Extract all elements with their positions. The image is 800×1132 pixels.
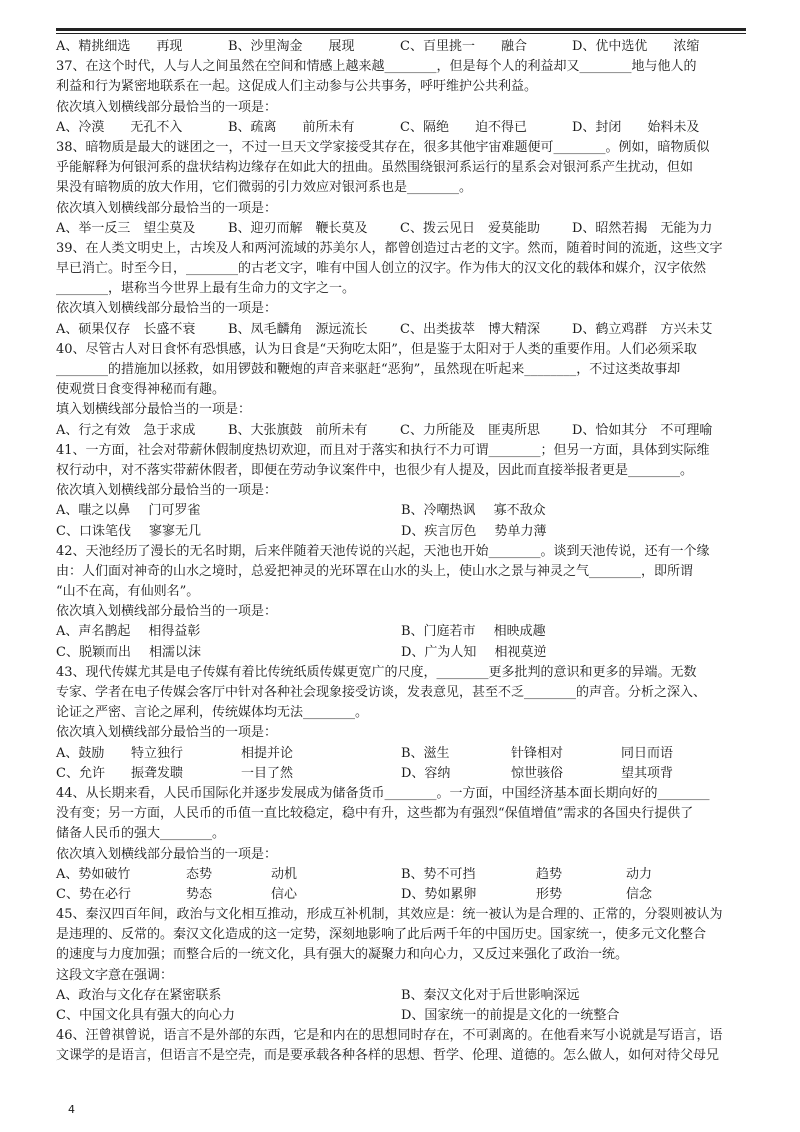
question-43 bbox=[56, 663, 746, 784]
option-c: C、拨云见日 爱莫能助 bbox=[400, 220, 540, 236]
options-row bbox=[56, 865, 746, 885]
question-text: 使观赏日食变得神秘而有趣。 bbox=[56, 382, 226, 398]
option-a: A、冷漠 无孔不入 bbox=[56, 119, 183, 135]
question-40 bbox=[56, 340, 746, 441]
question-prompt: 这段文字意在强调： bbox=[56, 967, 174, 983]
question-text: 45、秦汉四百年间，政治与文化相互推动，形成互补机制，其效应是：统一被认为是合理的、正常的，分裂则被认为 bbox=[56, 907, 723, 923]
question-text: 没有变；另一方面，人民币的币值一直比较稳定，稳中有升，这些都为有强烈“保值增值”需求的各国央行提供了 bbox=[56, 806, 694, 822]
options-row bbox=[56, 320, 746, 340]
option-word: 态势 bbox=[186, 866, 213, 882]
option-word-2: 相得益彰 bbox=[148, 624, 201, 640]
option-d: D、恰如其分 不可理喻 bbox=[572, 422, 713, 438]
option-word-2: 寡不敌众 bbox=[493, 503, 546, 519]
option-b: B、迎刃而解 鞭长莫及 bbox=[228, 220, 368, 236]
question-text: 乎能解释为何银河系的盘状结构边缘存在如此大的扭曲。虽然围绕银河系运行的星系会对银河系产生扰动，但如 bbox=[56, 160, 694, 176]
option-c bbox=[56, 643, 401, 663]
question-prompt: 依次填入划横线部分最恰当的一项是： bbox=[56, 200, 278, 216]
options-row bbox=[56, 643, 746, 663]
option-word: 动机 bbox=[271, 866, 298, 882]
question-text: 42、天池经历了漫长的无名时期，后来伴随着天池传说的兴起，天池也开始________。谈到天池传说，还有一个缘 bbox=[56, 543, 710, 559]
option-word: 趋势 bbox=[536, 866, 563, 882]
question-text: 41、一方面，社会对带薪休假制度热切欢迎，而且对于落实和执行不力可谓________；但另一方面，具体到实际维 bbox=[56, 442, 710, 458]
question-text: 文课学的是语言，但语言不是空壳，而是要承载各种各样的思想、哲学、伦理、道德的。怎么做人，如何对待父母兄 bbox=[56, 1048, 720, 1064]
question-45 bbox=[56, 905, 746, 1026]
option-c: C、允许 bbox=[56, 765, 105, 781]
options-row bbox=[56, 118, 746, 138]
option-b: B、大张旗鼓 前所未有 bbox=[228, 422, 368, 438]
question-prompt: 填入划横线部分最恰当的一项是： bbox=[56, 402, 252, 418]
question-text: 40、尽管古人对日食怀有恐惧感，认为日食是“天狗吃太阳”，但是鉴于太阳对于人类的重要作用。人们必须采取 bbox=[56, 341, 697, 357]
prev-options-row bbox=[56, 37, 746, 57]
question-text: 储备人民币的强大________。 bbox=[56, 826, 226, 842]
option-b: B、沙里淘金 展现 bbox=[228, 39, 355, 54]
question-text: 37、在这个时代，人与人之间虽然在空间和情感上越来越________，但是每个人的利益却又________地与他人的 bbox=[56, 59, 697, 75]
question-prompt: 依次填入划横线部分最恰当的一项是： bbox=[56, 725, 278, 741]
options-row bbox=[56, 522, 746, 542]
question-text: 专家、学者在电子传媒会客厅中针对各种社会现象接受访谈，发表意见，甚至不乏________的声音。分析之深入、 bbox=[56, 685, 707, 700]
options-row bbox=[56, 764, 746, 784]
question-text: 38、暗物质是最大的谜团之一，不过一旦天文学家接受其存在，很多其他宇宙难题便可________。例如，暗物质似 bbox=[56, 139, 710, 155]
option-d: D、势如累卵 bbox=[401, 886, 477, 902]
question-37 bbox=[56, 57, 746, 138]
question-46 bbox=[56, 1026, 746, 1066]
option-word: 惊世骇俗 bbox=[511, 765, 564, 781]
option-word-1: C、口诛笔伐 bbox=[56, 523, 131, 539]
option-d: D、容纳 bbox=[401, 765, 451, 781]
option-a: A、势如破竹 bbox=[56, 866, 131, 882]
question-text: 43、现代传媒尤其是电子传媒有着比传统纸质传媒更宽广的尺度，________更多批判的意识和更多的异端。无数 bbox=[56, 664, 697, 680]
question-text: 权行动中，对不落实带薪休假者，即便在劳动争议案件中，也很少有人提及，因此而直接举报者更是________。 bbox=[56, 462, 694, 478]
option-d: D、封闭 始料未及 bbox=[572, 119, 700, 135]
options-row bbox=[56, 622, 746, 642]
option-word: 信心 bbox=[271, 886, 298, 902]
question-text: 论证之严密、言论之犀利，传统媒体均无法________。 bbox=[56, 705, 369, 721]
header-rule-thick bbox=[56, 28, 746, 31]
question-text: ________的措施加以拯救，如用锣鼓和鞭炮的声音来驱赶“恶狗”，虽然现在听起来________，不过这类故事却 bbox=[56, 362, 681, 377]
question-prompt: 依次填入划横线部分最恰当的一项是： bbox=[56, 301, 278, 317]
option-b bbox=[401, 501, 746, 521]
option-word-1: D、疾言厉色 bbox=[401, 523, 477, 539]
options-row bbox=[56, 1006, 746, 1026]
option-a: A、行之有效 急于求成 bbox=[56, 422, 196, 438]
question-prompt: 依次填入划横线部分最恰当的一项是： bbox=[56, 846, 278, 862]
options-row bbox=[56, 885, 746, 905]
option-word: 同日而语 bbox=[621, 745, 674, 761]
option-word-2: 相视莫逆 bbox=[494, 644, 547, 660]
question-prompt: 依次填入划横线部分最恰当的一项是： bbox=[56, 99, 278, 115]
option-c: C、出类拔萃 博大精深 bbox=[400, 321, 540, 337]
option-b bbox=[401, 622, 746, 642]
option-b: B、滋生 bbox=[401, 745, 450, 761]
option-word-2: 门可罗雀 bbox=[148, 503, 201, 519]
question-prompt: 依次填入划横线部分最恰当的一项是： bbox=[56, 604, 278, 620]
option-c: C、势在必行 bbox=[56, 886, 131, 902]
option-d: D、国家统一的前提是文化的一统整合 bbox=[401, 1008, 620, 1023]
option-b: B、势不可挡 bbox=[401, 866, 476, 882]
option-b: B、凤毛麟角 源远流长 bbox=[228, 321, 368, 337]
question-text: 44、从长期来看，人民币国际化并逐步发展成为储备货币________。一方面，中国经济基本面长期向好的________ bbox=[56, 785, 710, 801]
question-text: 由：人们面对神奇的山水之境时，总爱把神灵的光环罩在山水的头上，使山水之景与神灵之气________，即所谓 bbox=[56, 563, 694, 579]
option-word-2: 相映成趣 bbox=[493, 624, 546, 640]
option-a: A、精挑细选 再现 bbox=[56, 39, 183, 54]
question-text: 是违理的、反常的。秦汉文化造成的这一定势，深刻地影响了此后两千年的中国历史。国家统一，使多元文化整合 bbox=[56, 927, 707, 943]
option-d bbox=[401, 643, 746, 663]
option-word-1: A、嗤之以鼻 bbox=[56, 503, 131, 519]
option-c: C、力所能及 匪夷所思 bbox=[400, 422, 540, 438]
option-b: B、秦汉文化对于后世影响深远 bbox=[401, 987, 580, 1003]
option-a bbox=[56, 501, 401, 521]
option-word-1: C、脱颖而出 bbox=[56, 644, 131, 660]
question-text: “山不在高，有仙则名”。 bbox=[56, 584, 200, 600]
option-a: A、举一反三 望尘莫及 bbox=[56, 220, 196, 236]
option-word: 一目了然 bbox=[241, 765, 294, 781]
option-c: C、中国文化具有强大的向心力 bbox=[56, 1008, 235, 1023]
question-42 bbox=[56, 542, 746, 663]
question-prompt: 依次填入划横线部分最恰当的一项是： bbox=[56, 483, 278, 499]
option-word-2: 相濡以沫 bbox=[148, 644, 201, 660]
option-c: C、隔绝 迫不得已 bbox=[400, 119, 527, 135]
option-word: 特立独行 bbox=[131, 745, 184, 761]
header-rule-thin bbox=[56, 33, 746, 34]
option-a bbox=[56, 622, 401, 642]
option-word-1: B、冷嘲热讽 bbox=[401, 503, 476, 519]
option-b: B、疏离 前所未有 bbox=[228, 119, 355, 135]
option-d: D、优中选优 浓缩 bbox=[572, 39, 700, 54]
option-word-2: 势单力薄 bbox=[494, 523, 547, 539]
question-41 bbox=[56, 441, 746, 542]
option-d: D、昭然若揭 无能为力 bbox=[572, 220, 713, 236]
option-word-2: 寥寥无几 bbox=[148, 523, 201, 539]
option-c: C、百里挑一 融合 bbox=[400, 39, 527, 54]
options-row bbox=[56, 219, 746, 239]
option-a: A、硕果仅存 长盛不衰 bbox=[56, 321, 196, 337]
question-text: 早已消亡。时至今日，________的古老文字，唯有中国人创立的汉字。作为伟大的汉文化的载体和媒介，汉字依然 bbox=[56, 261, 707, 277]
option-word: 动力 bbox=[626, 866, 653, 882]
option-a: A、鼓励 bbox=[56, 745, 105, 761]
option-d bbox=[401, 522, 746, 542]
question-39 bbox=[56, 239, 746, 340]
option-word: 针锋相对 bbox=[511, 745, 564, 761]
question-38 bbox=[56, 138, 746, 239]
option-word-1: B、门庭若市 bbox=[401, 624, 476, 640]
question-text: 利益和行为紧密地联系在一起。这促成人们主动参与公共事务，呼吁维护公共利益。 bbox=[56, 79, 538, 95]
option-word: 信念 bbox=[626, 886, 653, 902]
options-row bbox=[56, 421, 746, 441]
option-c bbox=[56, 522, 401, 542]
option-d: D、鹤立鸡群 方兴未艾 bbox=[572, 321, 713, 337]
option-word: 相提并论 bbox=[241, 745, 294, 761]
question-text: 46、汪曾祺曾说，语言不是外部的东西，它是和内在的思想同时存在，不可剥离的。在他看来写小说就是写语言，语 bbox=[56, 1028, 723, 1044]
option-a: A、政治与文化存在紧密联系 bbox=[56, 987, 222, 1003]
question-44 bbox=[56, 784, 746, 905]
option-word: 形势 bbox=[536, 886, 563, 902]
question-text: 的速度与力度加强；而整合后的一统文化，具有强大的凝聚力和向心力，又反过来强化了政治一统。 bbox=[56, 947, 629, 963]
options-row bbox=[56, 501, 746, 521]
option-word-1: D、广为人知 bbox=[401, 644, 477, 660]
option-word: 振聋发聩 bbox=[131, 765, 184, 781]
page-number: 4 bbox=[68, 1103, 75, 1116]
option-word: 望其项背 bbox=[621, 765, 674, 781]
question-text: 果没有暗物质的放大作用，它们微弱的引力效应对银河系也是________。 bbox=[56, 180, 473, 196]
page-content bbox=[56, 37, 746, 1067]
option-word: 势态 bbox=[186, 886, 213, 902]
options-row bbox=[56, 986, 746, 1006]
option-word-1: A、声名鹊起 bbox=[56, 624, 131, 640]
question-text: 39、在人类文明史上，古埃及人和两河流域的苏美尔人，都曾创造过古老的文字。然而，随着时间的流逝，这些文字 bbox=[56, 240, 723, 256]
options-row bbox=[56, 744, 746, 764]
question-text: ________，堪称当今世界上最有生命力的文字之一。 bbox=[56, 281, 356, 297]
